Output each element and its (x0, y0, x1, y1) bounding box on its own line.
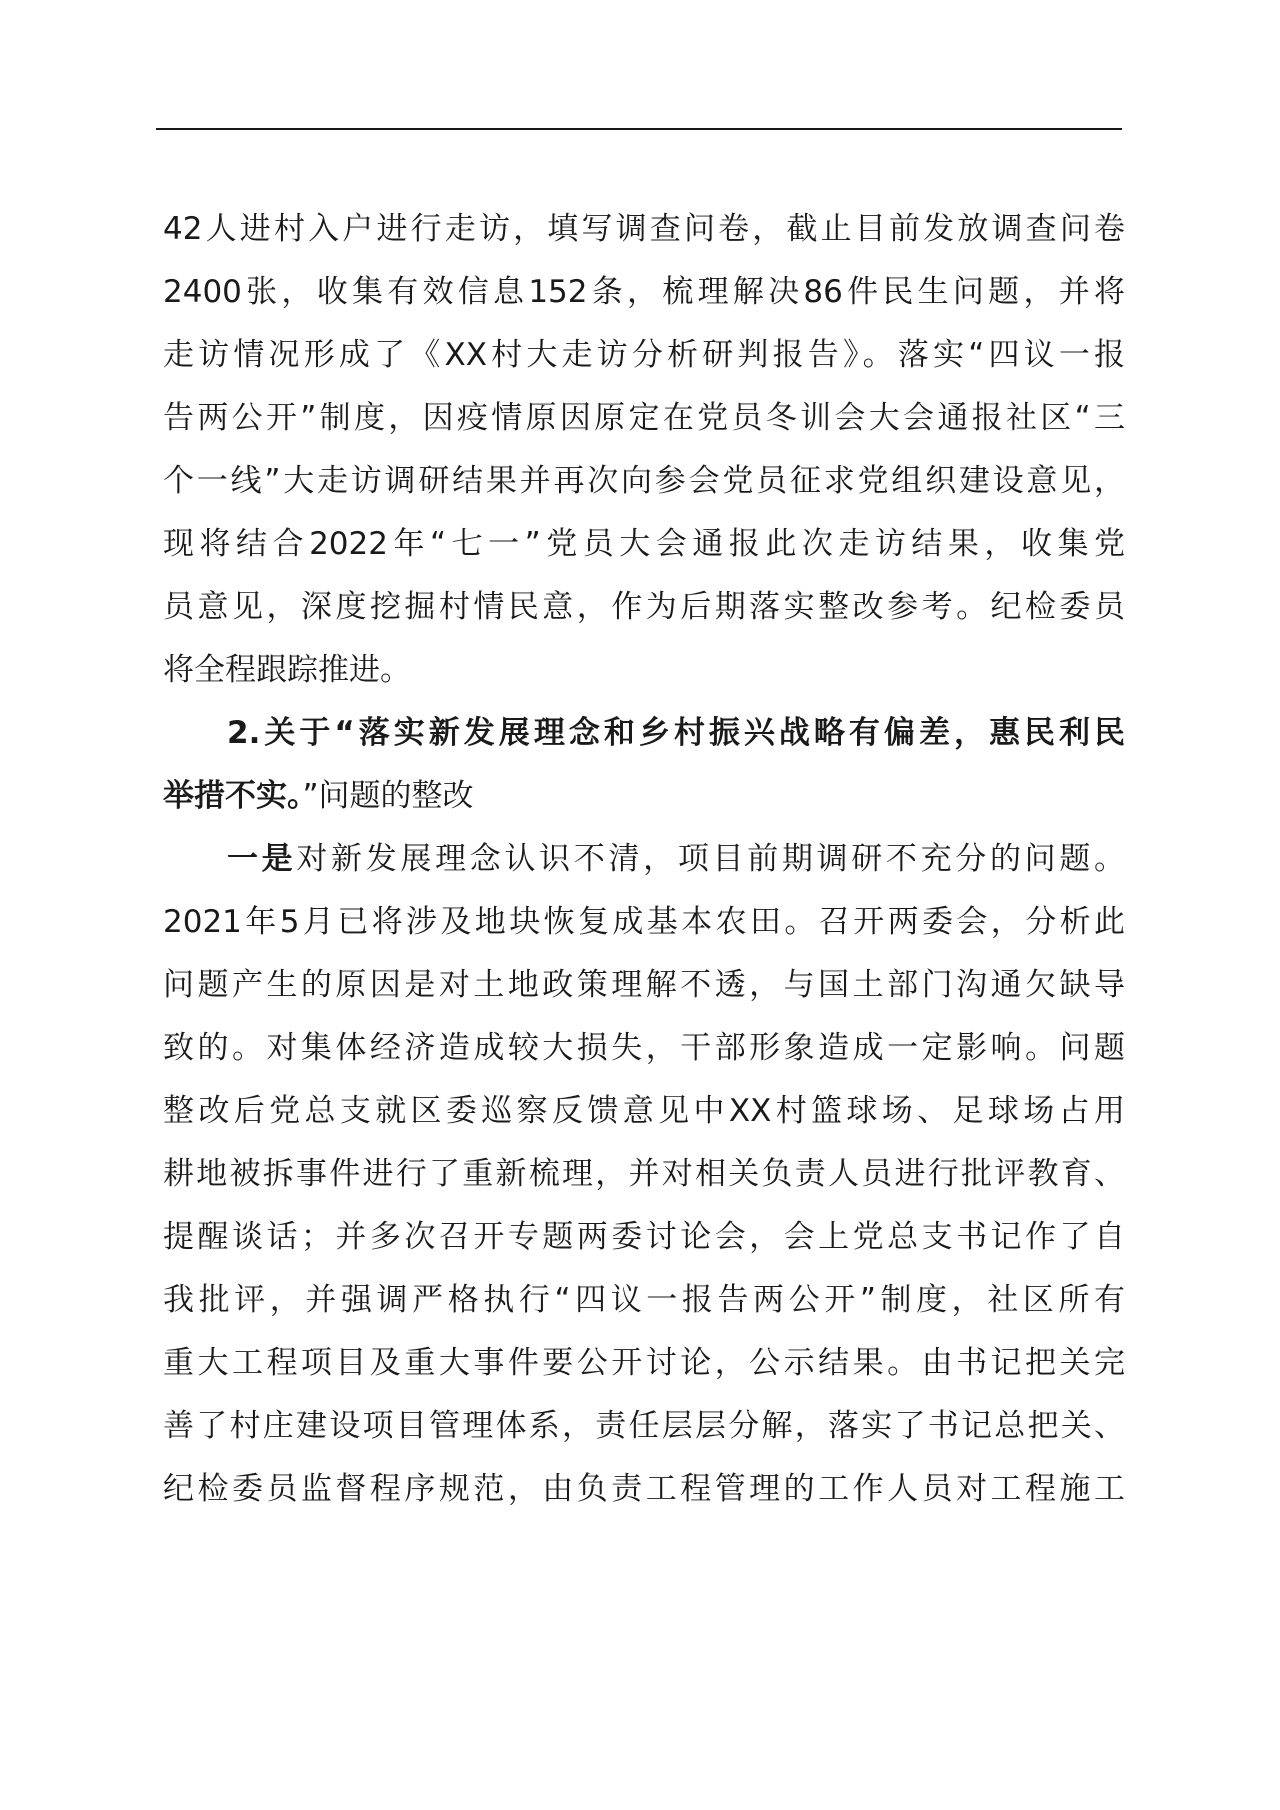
body-line: 42人进村入户进行走访，填写调查问卷，截止目前发放调查问卷 (163, 211, 1125, 247)
body-line: 致的。对集体经济造成较大损失，干部形象造成一定影响。问题 (163, 1030, 1125, 1066)
body-line: 现将结合2022年“七一”党员大会通报此次走访结果，收集党 (163, 526, 1125, 562)
body-line: 纪检委员监督程序规范，由负责工程管理的工作人员对工程施工 (163, 1471, 1125, 1507)
body-line: 我批评，并强调严格执行“四议一报告两公开”制度，社区所有 (163, 1282, 1125, 1318)
body-line: 走访情况形成了《XX村大走访分析研判报告》。落实“四议一报 (163, 337, 1125, 373)
body-line: 2400张，收集有效信息152条，梳理解决86件民生问题，并将 (163, 274, 1125, 310)
section-heading-rest: ”问题的整改 (302, 778, 474, 814)
body-line: 员意见，深度挖掘村情民意，作为后期落实整改参考。纪检委员 (163, 589, 1125, 625)
body-line: 将全程跟踪推进。 (163, 652, 411, 688)
body-line: 个一线”大走访调研结果并再次向参会党员征求党组织建设意见， (163, 463, 1125, 499)
body-line: 重大工程项目及重大事件要公开讨论，公示结果。由书记把关完 (163, 1345, 1125, 1381)
section-heading-bold: 举措不实。 (163, 778, 303, 814)
document-body (163, 198, 1125, 1521)
body-line: 提醒谈话；并多次召开专题两委讨论会，会上党总支书记作了自 (163, 1219, 1125, 1255)
body-line: 善了村庄建设项目管理体系，责任层层分解，落实了书记总把关、 (163, 1408, 1125, 1444)
body-line: 2021年5月已将涉及地块恢复成基本农田。召开两委会，分析此 (163, 904, 1125, 940)
body-line: 问题产生的原因是对土地政策理解不透，与国土部门沟通欠缺导 (163, 967, 1125, 1003)
header-rule (156, 128, 1122, 130)
item-lead-bold: 一是 (227, 841, 297, 877)
section-heading-line (163, 765, 1125, 828)
body-line: 告两公开”制度，因疫情原因原定在党员冬训会大会通报社区“三 (163, 400, 1125, 436)
item-lead-rest: 对新发展理念认识不清，项目前期调研不充分的问题。 (296, 841, 1126, 877)
body-line (163, 828, 1125, 891)
body-line: 整改后党总支就区委巡察反馈意见中XX村篮球场、足球场占用 (163, 1093, 1125, 1129)
section-heading-line: 2.关于“落实新发展理念和乡村振兴战略有偏差，惠民利民 (227, 715, 1125, 751)
body-line: 耕地被拆事件进行了重新梳理，并对相关负责人员进行批评教育、 (163, 1156, 1125, 1192)
